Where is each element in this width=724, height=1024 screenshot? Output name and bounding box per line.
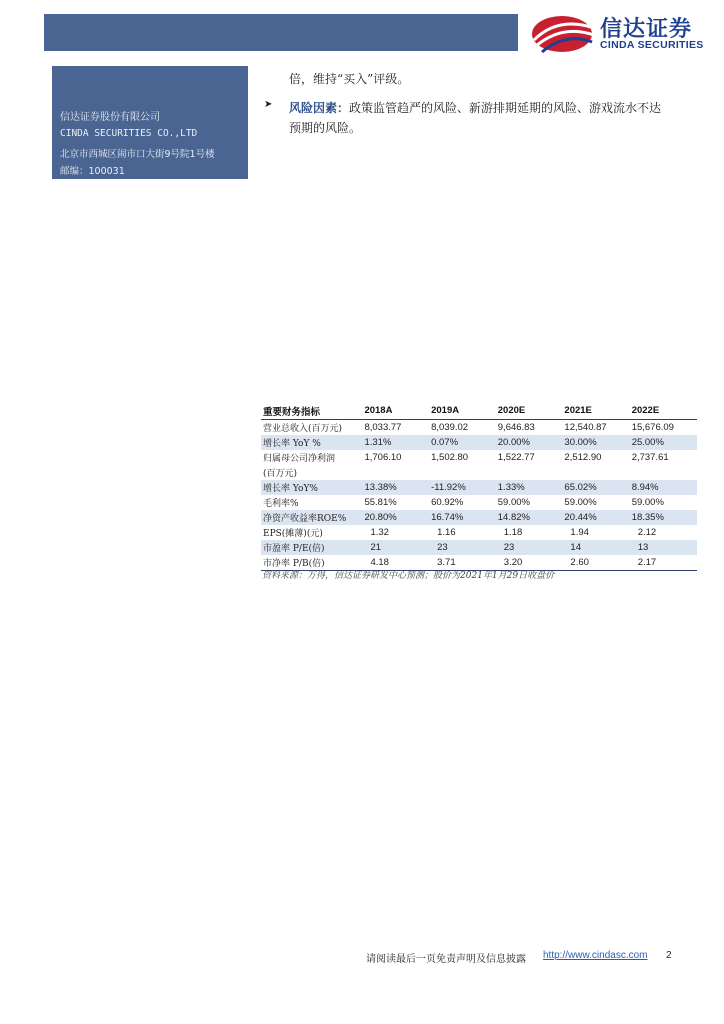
company-info-box	[52, 66, 248, 179]
table-cell: 20.80%	[362, 510, 429, 525]
table-cell: 20.00%	[496, 435, 563, 450]
company-name-cn: 信达证券股份有限公司	[60, 112, 160, 123]
source-note: 资料来源：万得，信达证券研发中心预测；股价为2021年1月29日收盘价	[262, 571, 555, 581]
company-postcode: 邮编：100031	[60, 166, 125, 177]
table-cell: 13	[630, 540, 697, 555]
table-cell: 13.38%	[362, 480, 429, 495]
page-number: 2	[666, 950, 672, 961]
table-cell: 2,737.61	[631, 452, 669, 463]
table-cell: -11.92%	[429, 480, 496, 495]
risk-text-line-2: 预期的风险。	[289, 121, 362, 135]
logo-text-cn: 信达证券	[600, 17, 693, 42]
row-label: 归属母公司净利润	[263, 454, 336, 464]
table-cell: 1.18	[503, 527, 523, 538]
row-label: 增长率 YoY %	[261, 435, 362, 450]
company-name-en: CINDA SECURITIES CO.,LTD	[60, 128, 198, 139]
footer-disclaimer: 请阅读最后一页免责声明及信息披露	[366, 954, 526, 965]
table-cell: 59.00%	[497, 497, 530, 508]
table-cell: 9,646.83	[497, 422, 535, 433]
table-cell: 2.60	[562, 555, 629, 571]
table-cell: 1.16	[437, 527, 456, 538]
table-cell: 65.02%	[562, 480, 629, 495]
bullet-arrow-icon: ➤	[264, 99, 273, 110]
table-cell: 14	[562, 540, 629, 555]
table-cell: 21	[362, 540, 429, 555]
row-label: EPS(摊薄)(元)	[263, 529, 323, 539]
table-header: 重要财务指标	[261, 402, 362, 420]
table-cell: 20.44%	[562, 510, 629, 525]
table-cell: 8.94%	[630, 480, 697, 495]
table-row	[261, 525, 697, 540]
financial-indicators-table	[261, 402, 697, 571]
table-cell: 23	[496, 540, 563, 555]
table-row	[261, 480, 697, 495]
row-label: 毛利率%	[263, 499, 299, 509]
table-cell: 1.94	[570, 527, 589, 538]
cinda-logo-icon	[528, 10, 598, 58]
row-label: 增长率 YoY%	[261, 480, 362, 495]
risk-label: 风险因素：	[289, 101, 350, 115]
table-header: 2022E	[630, 402, 697, 420]
table-cell: 4.18	[362, 555, 429, 571]
risk-text-line-1: 政策监管趋严的风险、新游排期延期的风险、游戏流水不达	[349, 101, 662, 115]
table-cell: 1.31%	[362, 435, 429, 450]
table-cell: 16.74%	[429, 510, 496, 525]
table-cell: 1.33%	[496, 480, 563, 495]
table-cell: 15,676.09	[631, 422, 674, 433]
footer-url-link[interactable]: http://www.cindasc.com	[543, 950, 648, 961]
table-cell: 2.17	[630, 555, 697, 571]
table-cell: 25.00%	[630, 435, 697, 450]
table-cell	[630, 465, 697, 480]
cinda-logo	[528, 10, 718, 58]
table-cell: 14.82%	[496, 510, 563, 525]
table-row	[261, 510, 697, 525]
table-header: 2019A	[429, 402, 496, 420]
company-address: 北京市西城区闹市口大街9号院1号楼	[60, 149, 215, 160]
table-cell: 8,033.77	[364, 422, 402, 433]
table-row	[261, 420, 697, 436]
row-label: 市盈率 P/E(倍)	[261, 540, 362, 555]
table-cell: 1.32	[370, 527, 389, 538]
table-header: 2018A	[362, 402, 429, 420]
table-cell: 59.00%	[564, 497, 597, 508]
table-cell: 59.00%	[631, 497, 664, 508]
table-cell: 55.81%	[364, 497, 397, 508]
table-cell: 30.00%	[562, 435, 629, 450]
header-banner	[44, 14, 518, 51]
table-header: 2021E	[562, 402, 629, 420]
table-cell: 1,522.77	[497, 452, 535, 463]
row-label: 营业总收入(百万元)	[263, 424, 343, 434]
table-cell	[429, 465, 496, 480]
table-row	[261, 465, 697, 480]
logo-text-en: CINDA SECURITIES	[600, 39, 704, 51]
rating-text: 倍，维持“买入”评级。	[289, 72, 410, 86]
table-header-row	[261, 402, 697, 420]
table-row	[261, 540, 697, 555]
row-label: 净资产收益率ROE%	[261, 510, 362, 525]
table-header: 2020E	[496, 402, 563, 420]
table-row	[261, 495, 697, 510]
table-cell: 3.20	[496, 555, 563, 571]
table-cell: 1,502.80	[431, 452, 469, 463]
table-cell: 3.71	[429, 555, 496, 571]
table-cell	[496, 465, 563, 480]
table-cell: 60.92%	[431, 497, 464, 508]
table-cell: 12,540.87	[564, 422, 607, 433]
table-cell	[562, 465, 629, 480]
table-cell	[362, 465, 429, 480]
table-cell: 8,039.02	[431, 422, 469, 433]
table-cell: 23	[429, 540, 496, 555]
table-row	[261, 450, 697, 465]
row-label: 市净率 P/B(倍)	[261, 555, 362, 571]
table-cell: 2.12	[637, 527, 657, 538]
table-cell: 2,512.90	[564, 452, 602, 463]
table-row	[261, 435, 697, 450]
table-cell: 1,706.10	[364, 452, 402, 463]
risk-paragraph	[289, 99, 661, 116]
table-cell: 0.07%	[429, 435, 496, 450]
row-label: (百万元)	[263, 469, 298, 479]
table-cell: 18.35%	[630, 510, 697, 525]
